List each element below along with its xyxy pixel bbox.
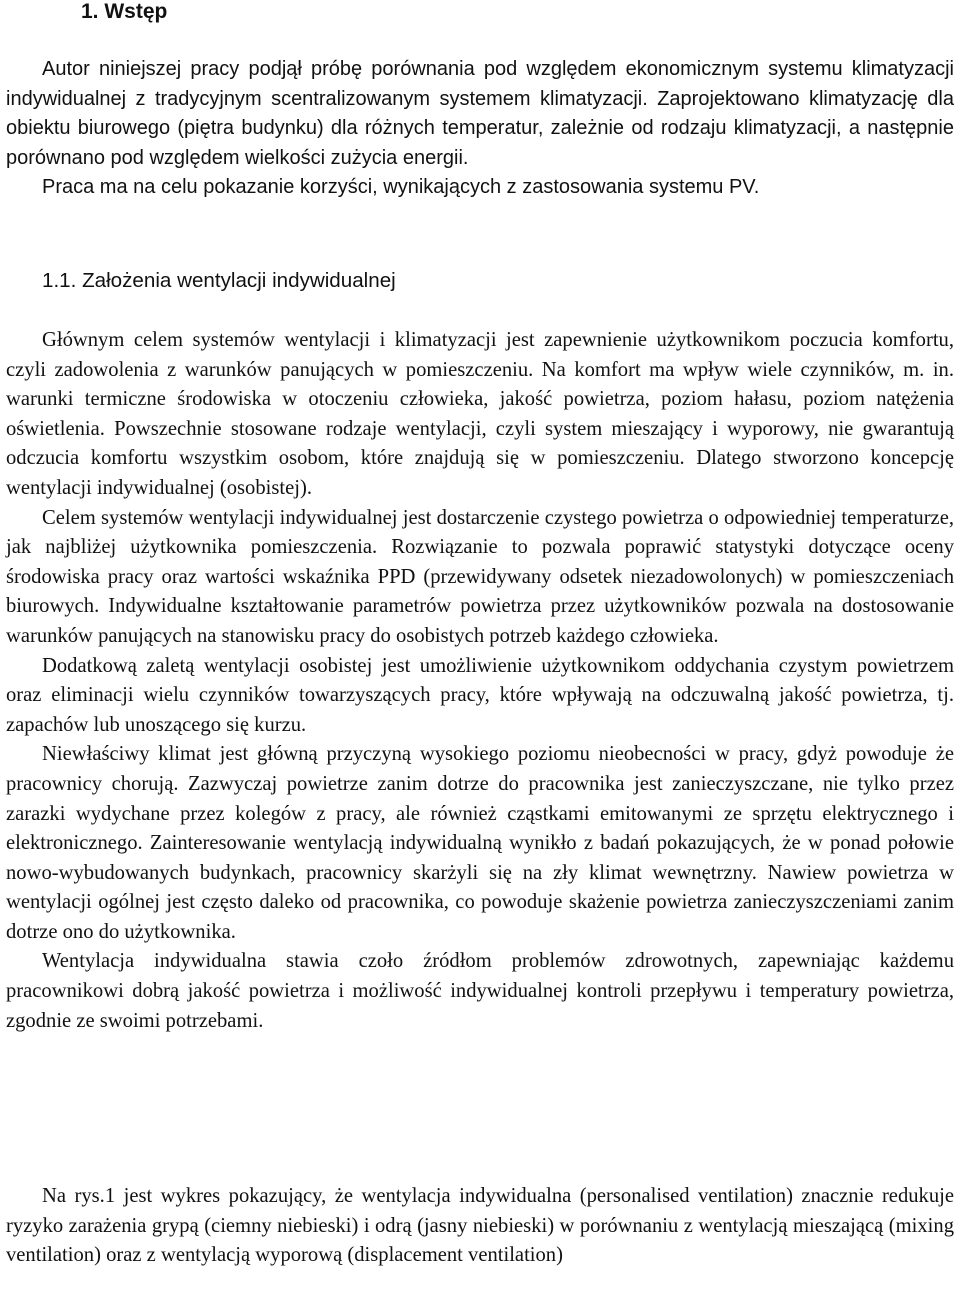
section-paragraph: Niewłaściwy klimat jest główną przyczyną wysokiego poziomu nieobecności w pracy, gdyż powoduje że pracownicy chorują. Zazwyczaj powietrze zanim dotrze do pracownika jest zanieczyszczane, nie tylko przez zarazki wydychane przez kolegów z pracy, ale również cząstkami emitowanymi ze sprzętu elektrycznego i elektronicznego. Zainteresowanie wentylacją indywidualną wynikło z badań pokazujących, że w ponad połowie nowo-wybudowanych budynkach, pracownicy skarżyli się na zły klimat wewnętrzny. Nawiew powietrza w wentylacji ogólnej jest często daleko od pracownika, co powoduje skażenie powietrza zanieczyszczeniami zanim dotrze ono do użytkownika.: [6, 743, 954, 943]
section-paragraph: Głównym celem systemów wentylacji i klimatyzacji jest zapewnienie użytkownikom poczucia komfortu, czyli zadowolenia z warunków panujących w pomieszczeniu. Na komfort ma wpływ wiele czynników, m. in. warunki termiczne środowiska w otoczeniu człowieka, jakość powietrza, poziom hałasu, poziom natężenia oświetlenia. Powszechnie stosowane rodzaje wentylacji, czyli system mieszający i wyporowy, nie gwarantują odczucia komfortu wszystkim osobom, które znajdują się w pomieszczeniu. Dlatego stworzono koncepcję wentylacji indywidualnej (osobistej).: [6, 329, 954, 499]
section-paragraph: Wentylacja indywidualna stawia czoło źródłom problemów zdrowotnych, zapewniając każdemu pracownikowi dobrą jakość powietrza i możliwość indywidualnej kontroli przepływu i temperatury powietrza, zgodnie ze swoimi potrzebami.: [6, 950, 954, 1032]
section-paragraph: Celem systemów wentylacji indywidualnej jest dostarczenie czystego powietrza o odpowiedniej temperaturze, jak najbliżej użytkownika pomieszczenia. Rozwiązanie to pozwala poprawić statystyki dotyczące oceny środowiska pracy oraz wartości wskaźnika PPD (przewidywany odsetek niezadowolonych) w pomieszczeniach biurowych. Indywidualne kształtowanie parametrów powietrza przez użytkowników pozwala na dostosowanie warunków panujących na stanowisku pracy do osobistych potrzeb każdego człowieka.: [6, 506, 954, 647]
chapter-heading: 1. Wstęp: [81, 0, 168, 23]
section-body: [6, 326, 954, 1036]
section-heading: 1.1. Założenia wentylacji indywidualnej: [42, 269, 396, 292]
section-paragraph: Dodatkową zaletą wentylacji osobistej jest umożliwienie użytkownikom oddychania czystym powietrzem oraz eliminacji wielu czynników towarzyszących pracy, które wpływają na odczuwalną jakość powietrza, tj. zapachów lub unoszącego się kurzu.: [6, 654, 954, 736]
intro-block: [6, 55, 954, 203]
intro-paragraph: Praca ma na celu pokazanie korzyści, wynikających z zastosowania systemu PV.: [42, 176, 760, 199]
intro-paragraph: Autor niniejszej pracy podjął próbę porównania pod względem ekonomicznym systemu klimatyzacji indywidualnej z tradycyjnym scentralizowanym systemem klimatyzacji. Zaprojektowano klimatyzację dla obiektu biurowego (piętra budynku) dla różnych temperatur, zależnie od rodzaju klimatyzacji, a następnie porównano pod względem wielkości zużycia energii.: [6, 58, 954, 169]
closing-paragraph: Na rys.1 jest wykres pokazujący, że wentylacja indywidualna (personalised ventilation) znacznie redukuje ryzyko zarażenia grypą (ciemny niebieski) i odrą (jasny niebieski) w porównaniu z wentylacją mieszającą (mixing ventilation) oraz z wentylacją wyporową (displacement ventilation): [6, 1185, 954, 1267]
closing-block: [6, 1182, 954, 1271]
